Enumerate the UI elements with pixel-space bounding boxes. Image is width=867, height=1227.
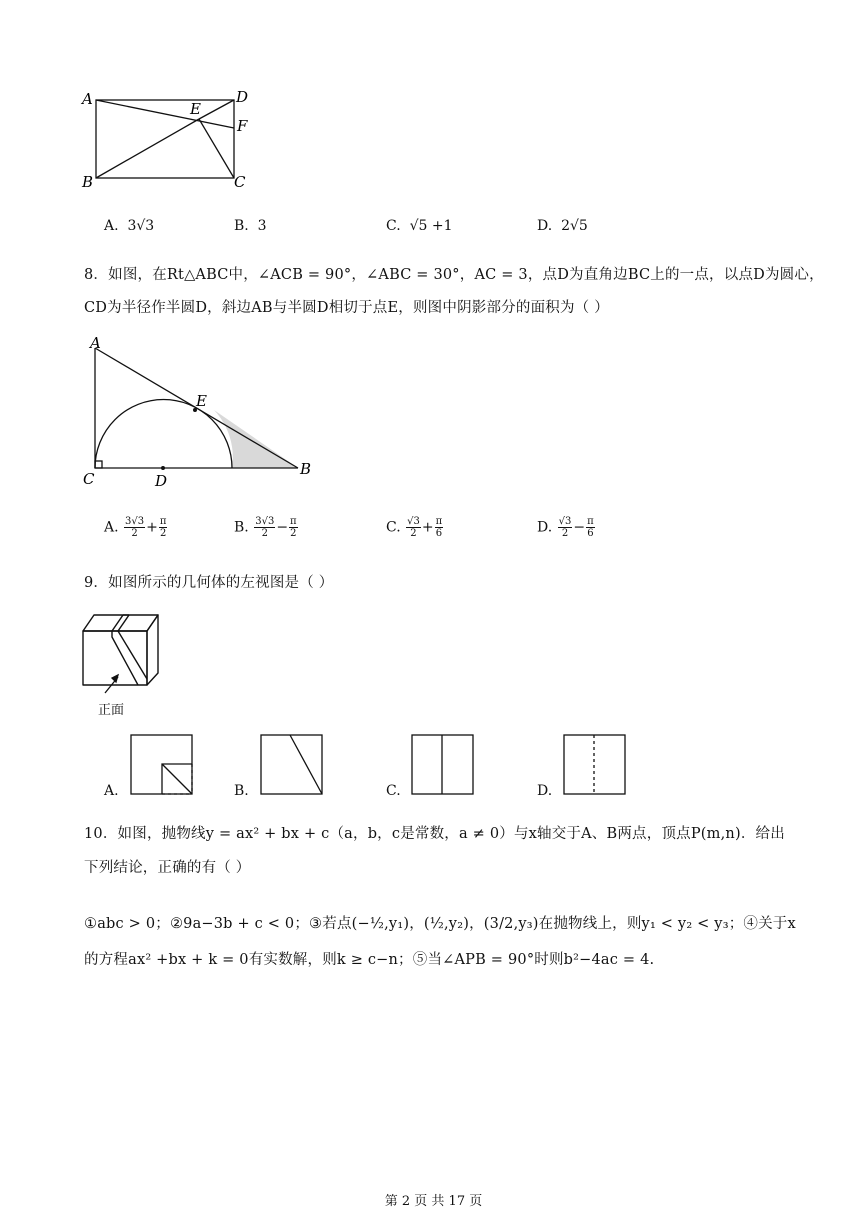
q8-option-d[interactable]: D. $\frac{√3}{2}$ − $\frac{\pi}{6}$ bbox=[537, 516, 594, 539]
option-value: 3 bbox=[257, 218, 267, 234]
q7-line-af bbox=[96, 100, 234, 128]
q9-option-b-view[interactable] bbox=[260, 734, 324, 796]
q10-conclusion-text-end: 在抛物线上，则y₁ < y₂ < y₃；④关于x bbox=[538, 916, 796, 932]
q7-label-d: D bbox=[236, 88, 249, 106]
q9-option-b-letter: B. bbox=[234, 783, 249, 799]
option-letter: A. bbox=[104, 519, 119, 536]
q8-option-c[interactable]: C. $\frac{√3}{2}$ + $\frac{\pi}{6}$ bbox=[386, 516, 443, 539]
page-footer: 第 2 页 共 17 页 bbox=[384, 1194, 483, 1209]
fraction: $\frac{\pi}{6}$ bbox=[587, 516, 594, 539]
q10-stem-line2: 下列结论，正确的有（ ） bbox=[84, 860, 251, 876]
q10-point-1: (−½,y₁) bbox=[351, 916, 410, 932]
option-letter: B. bbox=[234, 519, 249, 536]
fraction: $\frac{\pi}{6}$ bbox=[435, 516, 443, 539]
fraction: $\frac{3√3}{2}$ bbox=[255, 516, 275, 539]
q9-solid-figure bbox=[78, 605, 168, 697]
q7-option-a[interactable] bbox=[104, 218, 154, 234]
fraction: $\frac{\pi}{2}$ bbox=[159, 516, 167, 539]
q9-option-c-letter: C. bbox=[386, 783, 401, 799]
q7-option-c[interactable] bbox=[386, 218, 453, 234]
q9-front-label: 正面 bbox=[98, 703, 125, 718]
fraction: $\frac{\pi}{2}$ bbox=[290, 516, 297, 539]
q7-label-f: F bbox=[237, 117, 248, 135]
q8-option-a[interactable]: A. $\frac{3√3}{2}$ + $\frac{\pi}{2}$ bbox=[104, 516, 167, 539]
q8-label-e: E bbox=[196, 392, 207, 410]
q9-option-c-view[interactable] bbox=[411, 734, 475, 796]
q7-line-ed bbox=[199, 100, 234, 119]
q8-label-b: B bbox=[300, 460, 312, 478]
q7-label-a: A bbox=[82, 90, 93, 108]
q8-option-b[interactable]: B. $\frac{3√3}{2}$ − $\frac{\pi}{2}$ bbox=[234, 516, 297, 539]
option-letter: D. bbox=[537, 218, 553, 234]
q7-figure bbox=[78, 84, 258, 194]
q8-figure bbox=[78, 334, 328, 494]
q10-conclusion-text: ①abc > 0；②9a−3b + c < 0；③若点 bbox=[84, 916, 352, 932]
option-value: √5 +1 bbox=[409, 218, 453, 234]
q7-line-ec bbox=[199, 119, 234, 178]
q9-option-d-view[interactable] bbox=[563, 734, 627, 796]
q7-option-b[interactable] bbox=[234, 218, 267, 234]
option-value: 2√5 bbox=[561, 218, 588, 234]
option-letter: C. bbox=[386, 218, 401, 234]
q7-label-b: B bbox=[82, 173, 94, 191]
fraction: $\frac{√3}{2}$ bbox=[558, 516, 572, 539]
q8-point-d bbox=[161, 466, 165, 470]
q7-option-d[interactable] bbox=[537, 218, 588, 234]
option-value: 3√3 bbox=[127, 218, 155, 234]
q8-stem-line2: CD为半径作半圆D，斜边AB与半圆D相切于点E，则图中阴影部分的面积为（ ） bbox=[84, 300, 609, 316]
q10-conclusions-line2: 的方程ax² +bx + k = 0有实数解，则k ≥ c−n；⑤当∠APB = 90°时则b²−4ac = 4. bbox=[84, 952, 655, 968]
q10-stem-line1: 10．如图，抛物线y = ax² + bx + c（a，b，c是常数，a ≠ 0）与x轴交于A、B两点，顶点P(m,n)．给出 bbox=[84, 826, 785, 842]
q10-point-3: (3/2,y₃) bbox=[483, 916, 539, 932]
option-letter: B. bbox=[234, 218, 249, 234]
fraction: $\frac{3√3}{2}$ bbox=[125, 516, 145, 539]
q7-line-be bbox=[96, 119, 199, 178]
q8-label-a: A bbox=[90, 334, 101, 352]
q9-option-a-letter: A. bbox=[104, 783, 119, 799]
q8-stem-line1: 8．如图，在Rt△ABC中，∠ACB = 90°，∠ABC = 30°，AC = 3，点D为直角边BC上的一点，以点D为圆心， bbox=[84, 267, 824, 283]
q7-label-c: C bbox=[234, 173, 246, 191]
q8-right-angle-mark bbox=[95, 461, 102, 468]
q9-stem: 9．如图所示的几何体的左视图是（ ） bbox=[84, 575, 334, 591]
q9-option-d-letter: D. bbox=[537, 783, 553, 799]
option-letter: D. bbox=[537, 519, 553, 536]
q8-label-d: D bbox=[155, 472, 168, 490]
q10-conclusions-line1: ①abc > 0；②9a−3b + c < 0；③若点(−½,y₁)，(½,y₂)，(3/2,y₃)在抛物线上，则y₁ < y₂ < y₃；④关于x bbox=[84, 916, 796, 932]
option-letter: A. bbox=[104, 218, 119, 234]
q7-label-e: E bbox=[190, 100, 201, 118]
fraction: $\frac{√3}{2}$ bbox=[407, 516, 420, 539]
q8-label-c: C bbox=[83, 470, 95, 488]
q8-semicircle bbox=[95, 400, 232, 469]
q8-shaded-region bbox=[214, 410, 298, 468]
q10-point-2: (½,y₂) bbox=[423, 916, 470, 932]
q9-option-a-view[interactable] bbox=[130, 734, 194, 796]
option-letter: C. bbox=[386, 519, 401, 536]
